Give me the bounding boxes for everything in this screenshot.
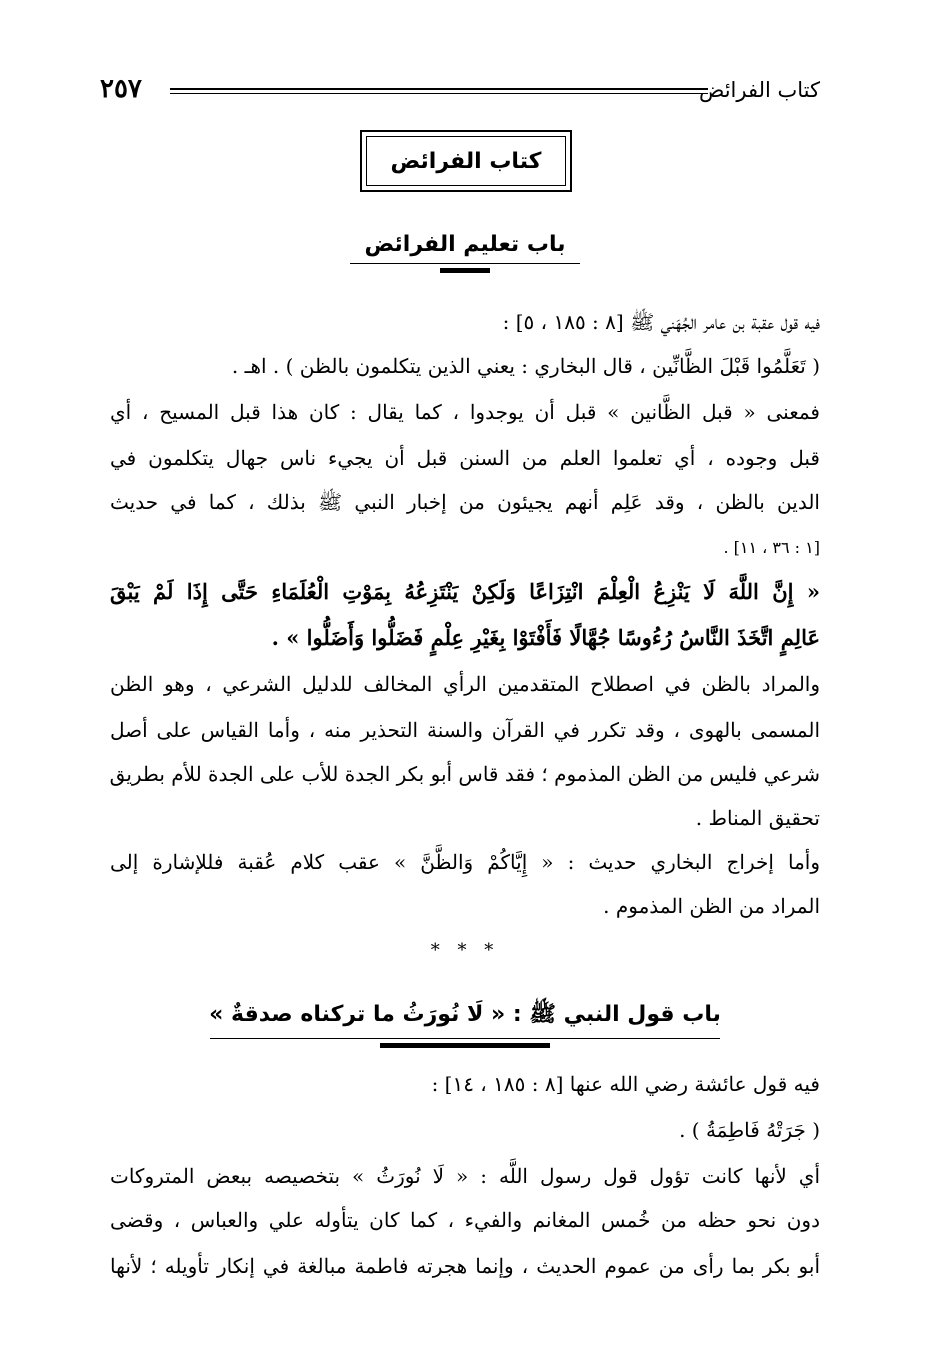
chapter-title: باب قول النبي ﷺ : « لَا نُورَثُ ما تركناه صدقةٌ » [209, 1002, 721, 1027]
text-line: وأما إخراج البخاري حديث : « إِيَّاكُمْ وَالظَّنَّ » عقب كلام عُقبة فللإشارة إلى [110, 850, 820, 874]
chapter-bar [440, 268, 490, 273]
text-line: الدين بالظن ، وقد عَلِم أنهم يجيئون من إخبار النبي ﷺ بذلك ، كما في حديث [110, 490, 820, 514]
reference-line: [١ : ٣٦ ، ١١] . [723, 538, 820, 557]
book-title-inner-frame [366, 136, 566, 186]
text-line: أبو بكر بما رأى من عموم الحديث ، وإنما هجرته فاطمة مبالغة في إنكار تأويله ؛ لأنها [110, 1254, 820, 1278]
chapter-heading-1 [340, 232, 590, 273]
text-line: ( جَرَتْهُ فَاطِمَةُ ) . [679, 1118, 820, 1142]
header-rule [170, 88, 708, 94]
text-line: فيه قول عائشة رضي الله عنها [٨ : ١٨٥ ، ١٤] : [431, 1072, 820, 1096]
hadith-line: « إِنَّ اللَّهَ لَا يَنْزِعُ الْعِلْمَ انْتِزَاعًا وَلَكِنْ يَنْتَزِعُهُ بِمَوْتِ الْعُلَمَاءِ حَتَّى إِذَا لَمْ يَبْقَ [110, 579, 820, 604]
chapter-bar [380, 1043, 550, 1048]
text-line: دون نحو حظه من خُمس المغانم والفيء ، كما كان يتأوله علي والعباس ، وقضى [110, 1208, 820, 1232]
running-header [100, 70, 820, 110]
text-line: قبل وجوده ، أي تعلموا العلم من السنن قبل أن يجيء ناس جهال يتكلمون في [110, 446, 820, 470]
chapter-title: باب تعليم الفرائض [364, 232, 566, 257]
section-separator: * * * [430, 940, 500, 961]
hadith-line: عَالِمٍ اتَّخَذَ النَّاسُ رُءُوسًا جُهَّالًا فَأَفْتَوْا بِغَيْرِ عِلْمٍ فَضَلُّوا وَأَضَلُّوا » . [271, 625, 820, 650]
chapter-rule [210, 1038, 720, 1039]
text-line: فمعنى « قبل الظَّانين » قبل أن يوجدوا ، كما يقال : كان هذا قبل المسيح ، أي [110, 400, 820, 424]
text-line: والمراد بالظن في اصطلاح المتقدمين الرأي المخالف للدليل الشرعي ، وهو الظن [110, 672, 821, 696]
chapter-rule [350, 263, 580, 264]
text-line: أي لأنها كانت تؤول قول رسول اللَّه : « لَا نُورَثُ » بتخصيصه ببعض المتروكات [110, 1164, 820, 1188]
text-line: فيه قول عقبة بن عامر الجُهَني ﷺ [٨ : ١٨٥ ، ٥] : [502, 310, 820, 334]
text-line: تحقيق المناط . [695, 806, 820, 830]
book-title: كتاب الفرائض [390, 148, 542, 174]
running-title: كتاب الفرائض [698, 78, 820, 102]
page-number: ٢٥٧ [100, 74, 142, 104]
text-line: ( تَعَلَّمُوا قَبْلَ الظَّانِّين ، قال البخاري : يعني الذين يتكلمون بالظن ) . اهـ . [231, 354, 820, 378]
chapter-heading-2 [200, 1000, 730, 1048]
text-line: المراد من الظن المذموم . [603, 894, 820, 918]
text-line: المسمى بالهوى ، وقد تكرر في القرآن والسنة التحذير منه ، وأما القياس على أصل [110, 718, 820, 742]
text-line: شرعي فليس من الظن المذموم ؛ فقد قاس أبو بكر الجدة للأب على الجدة للأم بطريق [109, 762, 820, 786]
book-title-frame [360, 130, 572, 192]
